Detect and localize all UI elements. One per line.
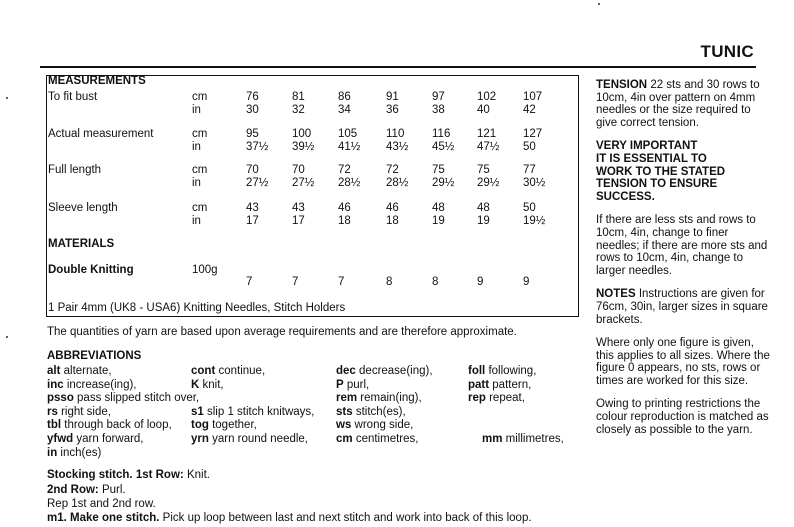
abbreviation-meaning: remain(ing), bbox=[357, 392, 422, 405]
size-value-in: 42 bbox=[523, 104, 536, 116]
yarn-count: 8 bbox=[386, 276, 393, 288]
abbreviation-meaning: decrease(ing), bbox=[355, 365, 433, 377]
abbreviation-meaning: slip 1 stitch knitways, bbox=[203, 405, 315, 418]
size-value-in: 37½ bbox=[246, 141, 269, 153]
abbreviation-term: alt bbox=[47, 365, 61, 377]
important-line: VERY IMPORTANT bbox=[596, 140, 698, 153]
size-value-in: 18 bbox=[338, 215, 351, 227]
abbreviation-term: cont bbox=[191, 365, 216, 377]
abbreviation-term: psso bbox=[47, 392, 74, 405]
abbreviation-term: K bbox=[191, 378, 200, 391]
size-value-cm: 43 bbox=[292, 202, 305, 214]
title-rule bbox=[40, 66, 756, 68]
page-title: TUNIC bbox=[700, 42, 754, 61]
size-value-cm: 100 bbox=[292, 128, 312, 140]
abbreviation-term: yfwd bbox=[47, 433, 74, 445]
stocking-line-1 bbox=[47, 469, 210, 481]
abbreviation-item bbox=[47, 433, 144, 445]
abbreviation-term: sts bbox=[336, 405, 353, 418]
size-value-in: 17 bbox=[246, 215, 259, 227]
abbreviation-meaning: right side, bbox=[57, 405, 111, 418]
size-value-cm: 70 bbox=[246, 164, 259, 176]
materials-heading: MATERIALS bbox=[48, 238, 115, 250]
abbreviation-meaning: yarn round needle, bbox=[208, 433, 309, 445]
notes-title: NOTES bbox=[596, 288, 636, 301]
row2-label: 2nd Row: bbox=[47, 484, 99, 496]
abbreviation-item bbox=[47, 365, 112, 377]
abbreviation-item bbox=[191, 406, 314, 418]
abbreviation-meaning: pass slipped stitch over, bbox=[73, 392, 200, 405]
size-value-cm: 46 bbox=[338, 202, 351, 214]
measurements-heading: MEASUREMENTS bbox=[48, 75, 146, 87]
abbreviation-item bbox=[336, 392, 422, 404]
abbreviation-meaning: wrong side, bbox=[351, 419, 414, 432]
measurement-label: To fit bust bbox=[48, 91, 98, 103]
yarn-label: Double Knitting bbox=[48, 264, 134, 276]
size-value-cm: 95 bbox=[246, 128, 259, 140]
size-value-in: 28½ bbox=[386, 177, 409, 189]
unit-cm: cm bbox=[192, 128, 208, 140]
row2-text: Purl. bbox=[98, 484, 126, 496]
abbreviation-term: in bbox=[47, 446, 58, 459]
abbreviation-term: rep bbox=[468, 392, 486, 405]
yarn-count: 9 bbox=[477, 276, 484, 288]
size-value-in: 41½ bbox=[338, 141, 361, 153]
unit-in: in bbox=[192, 215, 201, 227]
yarn-unit: 100g bbox=[192, 264, 218, 276]
abbreviation-item bbox=[482, 433, 564, 445]
make-one-label: m1. Make one stitch. bbox=[47, 512, 160, 524]
abbreviation-meaning: purl, bbox=[343, 378, 370, 391]
abbreviation-term: mm bbox=[482, 433, 503, 445]
abbreviation-item bbox=[336, 433, 418, 445]
important-line: TENSION TO ENSURE bbox=[596, 178, 718, 191]
abbreviation-term: ws bbox=[336, 419, 352, 432]
print-speck bbox=[6, 336, 8, 338]
important-notice bbox=[596, 140, 774, 203]
stocking-text: Knit. bbox=[183, 469, 210, 481]
size-value-in: 39½ bbox=[292, 141, 315, 153]
yarn-count: 7 bbox=[292, 276, 299, 288]
abbreviation-term: tog bbox=[191, 419, 209, 432]
abbreviation-item bbox=[468, 392, 525, 404]
abbreviation-meaning: following, bbox=[485, 365, 537, 377]
abbreviation-meaning: together, bbox=[208, 419, 257, 432]
size-value-in: 50 bbox=[523, 141, 536, 153]
abbreviation-meaning: pattern, bbox=[489, 378, 532, 391]
abbreviation-item bbox=[468, 379, 531, 391]
abbreviation-item bbox=[47, 419, 172, 431]
size-value-cm: 43 bbox=[246, 202, 259, 214]
size-value-cm: 102 bbox=[477, 91, 497, 103]
abbreviation-term: inc bbox=[47, 378, 64, 391]
size-value-in: 34 bbox=[338, 104, 351, 116]
abbreviation-term: patt bbox=[468, 378, 490, 391]
size-value-in: 17 bbox=[292, 215, 305, 227]
measurements-table bbox=[46, 75, 579, 317]
yarn-count: 9 bbox=[523, 276, 530, 288]
abbreviation-meaning: continue, bbox=[215, 365, 266, 377]
size-value-cm: 116 bbox=[432, 128, 451, 140]
abbreviation-term: yrn bbox=[191, 433, 209, 445]
size-value-cm: 72 bbox=[338, 164, 351, 176]
size-value-in: 19 bbox=[477, 215, 490, 227]
abbreviation-meaning: repeat, bbox=[485, 392, 525, 405]
less-sts-paragraph: If there are less sts and rows to 10cm, 4in, change to finer needles; if there are more sts and rows to 10cm, 4in, change to larger needles. bbox=[596, 214, 768, 277]
size-value-cm: 75 bbox=[432, 164, 445, 176]
abbreviations-heading: ABBREVIATIONS bbox=[47, 350, 142, 362]
abbreviation-meaning: centimetres, bbox=[352, 433, 419, 445]
size-value-cm: 81 bbox=[292, 91, 305, 103]
unit-cm: cm bbox=[192, 202, 208, 214]
stocking-line-2 bbox=[47, 484, 126, 496]
abbreviation-meaning: alternate, bbox=[60, 365, 112, 377]
size-value-cm: 70 bbox=[292, 164, 305, 176]
unit-in: in bbox=[192, 177, 201, 189]
unit-cm: cm bbox=[192, 164, 208, 176]
size-value-in: 27½ bbox=[292, 177, 315, 189]
size-value-cm: 72 bbox=[386, 164, 399, 176]
abbreviation-item bbox=[336, 406, 406, 418]
yarn-count: 8 bbox=[432, 276, 439, 288]
make-one-text: Pick up loop between last and next stitch and work into back of this loop. bbox=[159, 512, 532, 524]
important-line: SUCCESS. bbox=[596, 190, 655, 203]
size-value-cm: 127 bbox=[523, 128, 543, 140]
measurement-label: Sleeve length bbox=[48, 202, 118, 214]
size-value-cm: 91 bbox=[386, 91, 399, 103]
abbreviation-item bbox=[336, 379, 369, 391]
size-value-in: 32 bbox=[292, 104, 305, 116]
size-value-in: 38 bbox=[432, 104, 445, 116]
abbreviation-item bbox=[191, 379, 224, 391]
size-value-in: 29½ bbox=[477, 177, 500, 189]
notes-text: Instructions are given for 76cm, 30in, larger sizes in square brackets. bbox=[596, 288, 768, 326]
abbreviation-item bbox=[336, 365, 433, 377]
size-value-in: 30 bbox=[246, 104, 259, 116]
abbreviation-term: s1 bbox=[191, 405, 204, 418]
tension-text: 22 sts and 30 rows to 10cm, 4in over pattern on 4mm needles or the size required to give correct tension. bbox=[596, 79, 760, 129]
abbreviation-meaning: stitch(es), bbox=[352, 405, 406, 418]
print-speck bbox=[598, 3, 600, 5]
abbreviation-meaning: increase(ing), bbox=[63, 378, 137, 391]
size-value-cm: 97 bbox=[432, 91, 445, 103]
size-value-cm: 105 bbox=[338, 128, 358, 140]
tension-title: TENSION bbox=[596, 79, 648, 91]
size-value-cm: 46 bbox=[386, 202, 399, 214]
size-value-cm: 107 bbox=[523, 91, 543, 103]
abbreviation-item bbox=[191, 433, 308, 445]
abbreviation-term: P bbox=[336, 378, 344, 391]
abbreviation-item bbox=[191, 419, 257, 431]
abbreviation-term: foll bbox=[468, 365, 486, 377]
size-value-cm: 48 bbox=[477, 202, 490, 214]
abbreviation-item bbox=[47, 392, 199, 404]
size-value-in: 47½ bbox=[477, 141, 500, 153]
abbreviation-term: tbl bbox=[47, 419, 62, 432]
size-value-cm: 48 bbox=[432, 202, 445, 214]
abbreviation-meaning: inch(es) bbox=[57, 446, 102, 459]
abbreviation-meaning: knit, bbox=[199, 378, 224, 391]
size-value-in: 18 bbox=[386, 215, 399, 227]
abbreviation-item bbox=[47, 406, 111, 418]
abbreviation-item bbox=[47, 447, 101, 459]
needles-line: 1 Pair 4mm (UK8 - USA6) Knitting Needles, Stitch Holders bbox=[48, 302, 346, 314]
size-value-cm: 86 bbox=[338, 91, 351, 103]
abbreviation-meaning: yarn forward, bbox=[73, 433, 144, 445]
abbreviation-item bbox=[336, 419, 413, 431]
printing-paragraph: Owing to printing restrictions the colour reproduction is matched as closely as possible to the yarn. bbox=[596, 398, 769, 436]
important-line: IT IS ESSENTIAL TO bbox=[596, 152, 707, 165]
abbreviation-term: rem bbox=[336, 392, 358, 405]
size-value-cm: 121 bbox=[477, 128, 497, 140]
stocking-label: Stocking stitch. 1st Row: bbox=[47, 469, 184, 481]
size-value-cm: 50 bbox=[523, 202, 536, 214]
size-value-in: 29½ bbox=[432, 177, 455, 189]
size-value-in: 27½ bbox=[246, 177, 269, 189]
important-line: WORK TO THE STATED bbox=[596, 165, 726, 178]
measurement-label: Full length bbox=[48, 164, 102, 176]
size-value-cm: 77 bbox=[523, 164, 536, 176]
size-value-in: 40 bbox=[477, 104, 490, 116]
size-value-cm: 110 bbox=[386, 128, 405, 140]
size-value-cm: 76 bbox=[246, 91, 259, 103]
yarn-count: 7 bbox=[338, 276, 345, 288]
abbreviation-item bbox=[47, 379, 137, 391]
size-value-in: 36 bbox=[386, 104, 399, 116]
unit-in: in bbox=[192, 104, 201, 116]
yarn-count: 7 bbox=[246, 276, 253, 288]
unit-in: in bbox=[192, 141, 201, 153]
unit-cm: cm bbox=[192, 91, 208, 103]
abbreviation-meaning: millimetres, bbox=[502, 433, 564, 445]
abbreviation-term: dec bbox=[336, 365, 356, 377]
size-value-in: 19 bbox=[432, 215, 445, 227]
size-value-in: 19½ bbox=[523, 215, 546, 227]
make-one-line bbox=[47, 512, 532, 524]
size-value-in: 45½ bbox=[432, 141, 455, 153]
one-figure-paragraph: Where only one figure is given, this applies to all sizes. Where the figure 0 appears, no sts, rows or times are worked for this size. bbox=[596, 337, 770, 387]
notes-paragraph bbox=[596, 288, 774, 326]
stocking-line-3: Rep 1st and 2nd row. bbox=[47, 498, 156, 510]
abbreviation-item bbox=[191, 365, 265, 377]
size-value-in: 30½ bbox=[523, 177, 546, 189]
abbreviation-meaning: through back of loop, bbox=[61, 419, 172, 432]
size-value-cm: 75 bbox=[477, 164, 490, 176]
abbreviation-item bbox=[468, 365, 536, 377]
tension-paragraph bbox=[596, 79, 774, 129]
quantities-note: The quantities of yarn are based upon average requirements and are therefore approximate. bbox=[47, 326, 517, 338]
size-value-in: 43½ bbox=[386, 141, 409, 153]
abbreviation-term: cm bbox=[336, 433, 353, 445]
measurement-label: Actual measurement bbox=[48, 128, 154, 140]
sidebar bbox=[596, 79, 774, 447]
size-value-in: 28½ bbox=[338, 177, 361, 189]
abbreviation-term: rs bbox=[47, 405, 58, 418]
print-speck bbox=[6, 97, 8, 99]
